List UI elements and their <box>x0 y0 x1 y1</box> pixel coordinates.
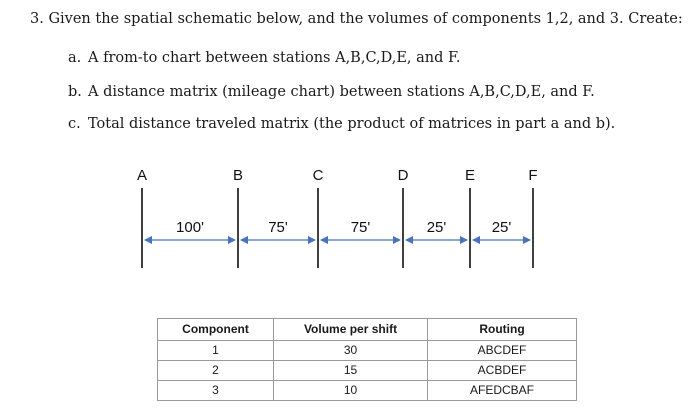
station-label-b: B <box>232 167 244 184</box>
station-label-d: D <box>397 167 409 184</box>
distance-labels <box>176 219 511 236</box>
cell-routing: AFEDCBAF <box>428 381 577 401</box>
component-table <box>157 318 577 401</box>
cell-component: 2 <box>158 361 274 381</box>
cell-component: 1 <box>158 341 274 361</box>
cell-volume: 10 <box>274 381 428 401</box>
item-text: Total distance traveled matrix (the product of matrices in part a and b). <box>88 116 616 132</box>
table-row <box>158 381 577 401</box>
item-marker: a. <box>68 50 82 66</box>
header-volume: Volume per shift <box>274 319 428 341</box>
table-row <box>158 361 577 381</box>
station-label-c: C <box>312 167 324 184</box>
item-text: A distance matrix (mileage chart) between stations A,B,C,D,E, and F. <box>88 84 595 100</box>
cell-volume: 30 <box>274 341 428 361</box>
distance-label: 75' <box>268 219 288 236</box>
distance-label: 100' <box>176 219 204 236</box>
cell-volume: 15 <box>274 361 428 381</box>
cell-routing: ABCDEF <box>428 341 577 361</box>
header-component: Component <box>158 319 274 341</box>
cell-routing: ACBDEF <box>428 361 577 381</box>
item-text: A from-to chart between stations A,B,C,D,E, and F. <box>88 50 461 66</box>
station-label-f: F <box>528 167 538 184</box>
item-marker: c. <box>68 116 81 132</box>
station-label-e: E <box>464 167 476 184</box>
header-routing: Routing <box>428 319 577 341</box>
cell-component: 3 <box>158 381 274 401</box>
station-label-a: A <box>136 167 148 184</box>
distance-label: 25' <box>426 219 447 236</box>
item-marker: b. <box>68 84 82 100</box>
table-row <box>158 341 577 361</box>
question-title: 3. Given the spatial schematic below, and the volumes of components 1,2, and 3. Create: <box>30 11 683 27</box>
distance-label: 25' <box>491 219 512 236</box>
distance-label: 75' <box>350 219 371 236</box>
table-header-row <box>158 319 577 341</box>
station-labels <box>137 167 538 184</box>
